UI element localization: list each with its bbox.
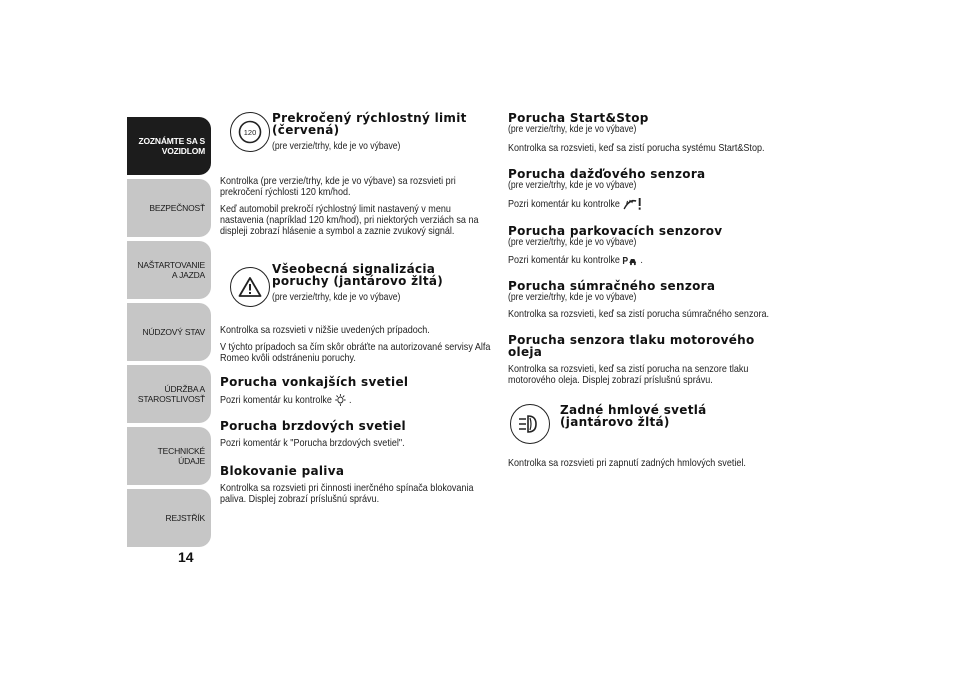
twilight-sensor-text: Kontrolka sa rozsvieti, keď sa zistí porucha súmračného senzora. — [508, 308, 770, 320]
startstop-title: Porucha Start&Stop — [508, 111, 649, 125]
fuel-block-text: Kontrolka sa rozsvieti pri činnosti inerčného spínača blokovania paliva. Displej zobrazí príslušnú správu. — [220, 482, 474, 505]
startstop-subtitle: (pre verzie/trhy, kde je vo výbave) — [508, 124, 637, 135]
rear-fog-text: Kontrolka sa rozsvieti pri zapnutí zadných hmlových svetiel. — [508, 457, 746, 469]
exterior-lights-text — [220, 394, 491, 406]
exterior-lights-period: . — [348, 393, 352, 406]
twilight-sensor-subtitle: (pre verzie/trhy, kde je vo výbave) — [508, 292, 637, 303]
fuel-block-title: Blokovanie paliva — [220, 464, 345, 478]
parking-sensor-subtitle: (pre verzie/trhy, kde je vo výbave) — [508, 237, 637, 248]
tab-label: TECHNICKÉ ÚDAJE — [157, 446, 205, 466]
tab-label: NAŠTARTOVANIE A JAZDA — [137, 260, 205, 280]
oil-pressure-text: Kontrolka sa rozsvieti, keď sa zistí porucha na senzore tlaku motorového oleja. Displej zobrazí príslušnú správu. — [508, 363, 749, 386]
rain-sensor-subtitle: (pre verzie/trhy, kde je vo výbave) — [508, 180, 637, 191]
tab-rejstrik[interactable] — [127, 489, 211, 547]
brake-lights-title: Porucha brzdových svetiel — [220, 419, 406, 433]
tab-label: NÚDZOVÝ STAV — [142, 327, 205, 337]
rear-fog-title: Zadné hmlové svetlá — [560, 403, 707, 417]
oil-pressure-title: Porucha senzora tlaku motorového — [508, 333, 755, 347]
rear-fog-icon — [510, 404, 550, 444]
speed-limit-title-color: (červená) — [272, 123, 340, 137]
startstop-text: Kontrolka sa rozsvieti, keď sa zistí porucha systému Start&Stop. — [508, 142, 765, 154]
general-fault-text-1: Kontrolka sa rozsvieti v nižšie uvedených prípadoch. — [220, 324, 430, 336]
rain-sensor-title: Porucha dažďového senzora — [508, 167, 706, 181]
tab-nastartovanie[interactable] — [127, 241, 211, 299]
speed-limit-heading — [272, 112, 467, 152]
svg-text:P: P — [622, 255, 629, 266]
parking-sensor-ref: Pozri komentár ku kontrolke — [508, 253, 620, 266]
tab-label: REJSTŘÍK — [165, 513, 205, 523]
rear-fog-section — [508, 404, 770, 458]
oil-pressure-title-2: oleja — [508, 345, 543, 359]
tab-label: ÚDRŽBA A STAROSTLIVOSŤ — [137, 384, 205, 404]
speed-limit-section — [220, 112, 492, 172]
tab-nudzovy-stav[interactable] — [127, 303, 211, 361]
bulb-fault-icon — [334, 394, 346, 406]
chapter-tabs — [127, 117, 211, 551]
parking-sensor-period: . — [640, 253, 643, 266]
rear-fog-title-color: (jantárovo žltá) — [560, 415, 670, 429]
speed-limit-text-1: Kontrolka (pre verzie/trhy, kde je vo výbave) sa rozsvieti pri prekročení rýchlosti 120 km/hod. — [220, 175, 456, 198]
rear-fog-heading — [560, 404, 707, 428]
brake-lights-text: Pozri komentár k "Porucha brzdových svetiel". — [220, 437, 405, 449]
rain-sensor-icon — [622, 197, 643, 211]
tab-technicke-udaje[interactable] — [127, 427, 211, 485]
rain-sensor-text — [508, 197, 769, 211]
exterior-lights-title: Porucha vonkajších svetiel — [220, 375, 409, 389]
tab-udrzba[interactable] — [127, 365, 211, 423]
parking-sensor-icon — [622, 254, 637, 266]
general-fault-text-2: V týchto prípadoch sa čím skôr obráťte na autorizované servisy Alfa Romeo kvôli odstráneniu poruchy. — [220, 341, 491, 364]
tab-label: ZOZNÁMTE SA S VOZIDLOM — [138, 136, 205, 156]
page-number: 14 — [178, 549, 194, 565]
right-column — [508, 112, 770, 469]
speed-limit-value: 120 — [243, 128, 257, 137]
general-fault-title: Všeobecná signalizácia — [272, 262, 436, 276]
general-fault-section — [220, 263, 492, 323]
general-fault-title-color: poruchy (jantárovo žltá) — [272, 274, 444, 288]
general-fault-subtitle: (pre verzie/trhy, kde je vo výbave) — [272, 292, 401, 303]
warning-triangle-icon — [230, 267, 270, 307]
tab-bezpecnost[interactable] — [127, 179, 211, 237]
speed-limit-text-2: Keď automobil prekročí rýchlostný limit nastavený v menu nastavenia (napríklad 120 km/hod), pri niektorých verziách sa na displeji zobrazí hlásenie a symbol a zaznie zvukový signál. — [220, 203, 479, 237]
twilight-sensor-title: Porucha súmračného senzora — [508, 279, 716, 293]
speed-limit-icon — [230, 112, 270, 152]
rain-sensor-ref: Pozri komentár ku kontrolke — [508, 197, 620, 210]
tab-zoznamte-sa[interactable] — [127, 117, 211, 175]
left-column — [220, 112, 492, 505]
exterior-lights-ref: Pozri komentár ku kontrolke — [220, 393, 332, 406]
tab-label: BEZPEČNOSŤ — [149, 203, 205, 213]
parking-sensor-text — [508, 254, 769, 266]
speed-limit-title: Prekročený rýchlostný limit — [272, 111, 467, 125]
parking-sensor-title: Porucha parkovacích senzorov — [508, 224, 723, 238]
speed-limit-subtitle: (pre verzie/trhy, kde je vo výbave) — [272, 141, 401, 152]
general-fault-heading — [272, 263, 443, 303]
